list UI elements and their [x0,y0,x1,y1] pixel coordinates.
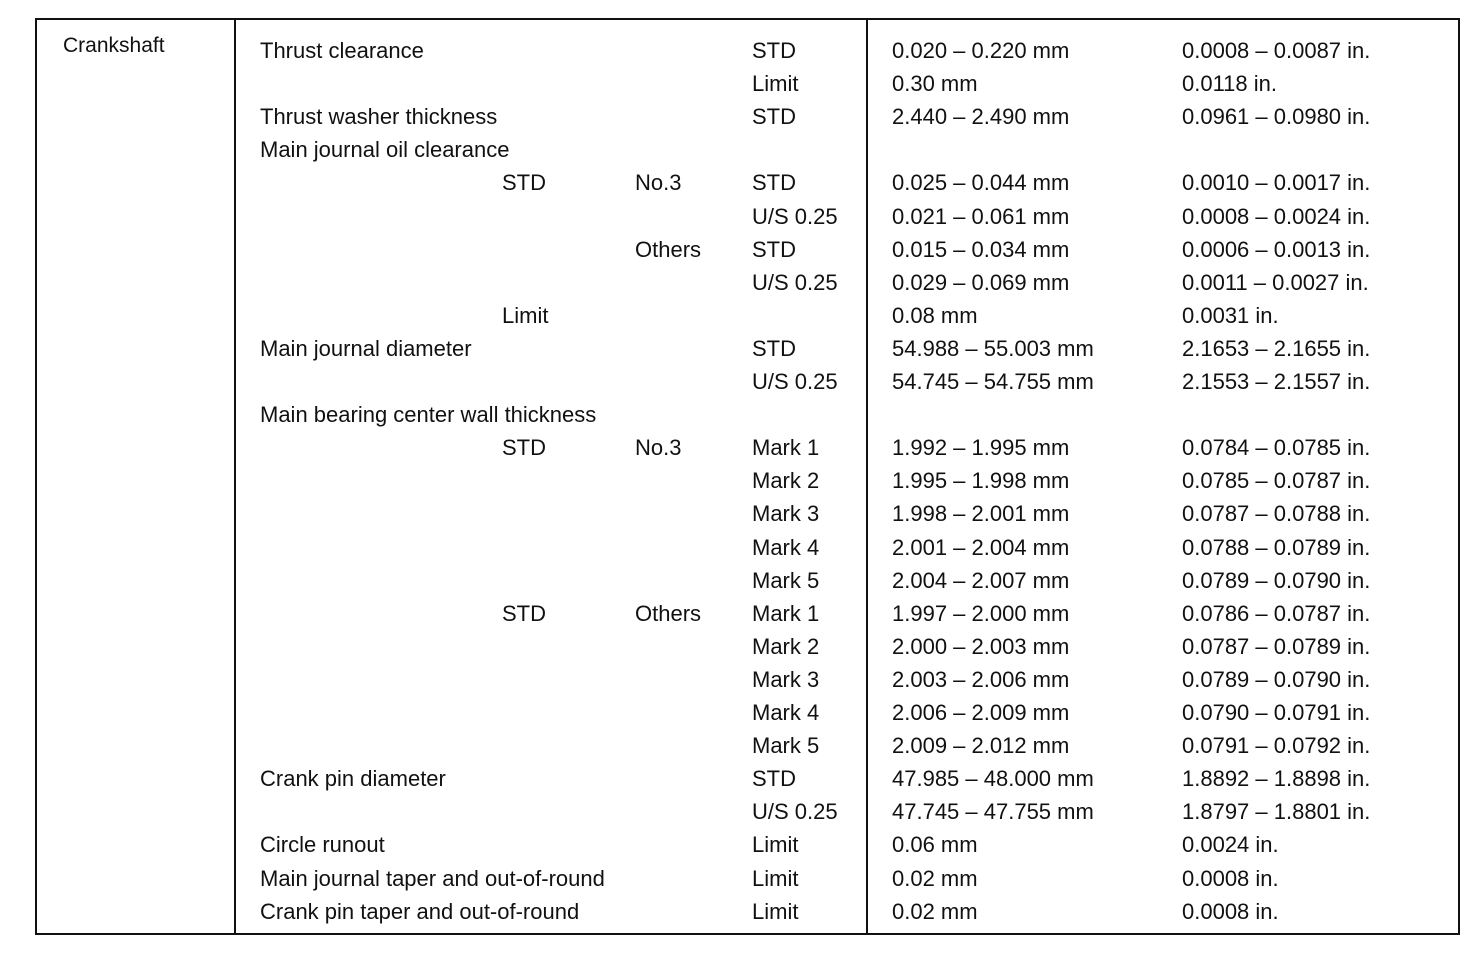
spec-value-inch: 0.0789 – 0.0790 in. [1182,567,1371,593]
spec-value-mm: 2.003 – 2.006 mm [892,666,1070,692]
spec-item-label: Thrust washer thickness [260,104,498,130]
spec-condition: Mark 1 [752,600,820,626]
spec-condition: Mark 3 [752,666,820,692]
spec-journal-position: Others [635,236,702,262]
spec-value-mm: 1.995 – 1.998 mm [892,468,1070,494]
table-row [37,133,1458,166]
spec-condition: STD [752,104,796,130]
spec-value-mm: 0.06 mm [892,832,978,858]
table-row [37,200,1458,233]
table-row [37,729,1458,762]
table-row [37,299,1458,332]
spec-sub-condition: STD [502,170,546,196]
spec-value-inch: 0.0788 – 0.0789 in. [1182,534,1371,560]
table-row [37,497,1458,530]
table-row [37,630,1458,663]
table-row [37,431,1458,464]
table-row [37,464,1458,497]
spec-condition: Limit [752,71,799,97]
spec-condition: Limit [752,865,799,891]
spec-condition: U/S 0.25 [752,203,838,229]
table-row [37,663,1458,696]
spec-value-inch: 0.0031 in. [1182,302,1279,328]
spec-item-label: Crank pin diameter [260,766,446,792]
spec-value-inch: 0.0118 in. [1182,71,1278,97]
spec-value-inch: 0.0787 – 0.0789 in. [1182,633,1371,659]
table-row [37,862,1458,895]
spec-value-mm: 0.021 – 0.061 mm [892,203,1070,229]
spec-value-inch: 1.8797 – 1.8801 in. [1182,799,1371,825]
spec-value-inch: 0.0786 – 0.0787 in. [1182,600,1371,626]
spec-value-inch: 0.0784 – 0.0785 in. [1182,435,1371,461]
spec-condition: U/S 0.25 [752,799,838,825]
spec-value-inch: 0.0961 – 0.0980 in. [1182,104,1371,130]
spec-value-mm: 0.08 mm [892,302,978,328]
spec-value-inch: 0.0008 – 0.0087 in. [1182,38,1371,63]
spec-value-mm: 0.029 – 0.069 mm [892,269,1070,295]
spec-condition: Mark 2 [752,633,820,659]
spec-value-mm: 0.025 – 0.044 mm [892,170,1070,196]
spec-journal-position: Others [635,600,702,626]
table-row [37,166,1458,199]
spec-item-label: Circle runout [260,832,385,858]
spec-value-inch: 0.0011 – 0.0027 in. [1182,269,1369,295]
spec-value-inch: 0.0010 – 0.0017 in. [1182,170,1371,196]
spec-sub-condition: Limit [502,302,549,328]
spec-value-mm: 54.745 – 54.755 mm [892,369,1094,394]
spec-condition: Limit [752,898,799,924]
spec-condition: Mark 4 [752,534,820,560]
spec-item-label: Thrust clearance [260,38,424,63]
spec-condition: Limit [752,832,799,858]
table-row [37,233,1458,266]
table-row [37,696,1458,729]
table-row [37,597,1458,630]
spec-condition: Mark 4 [752,700,820,725]
spec-value-mm: 0.015 – 0.034 mm [892,236,1070,262]
table-row [37,332,1458,365]
spec-value-mm: 47.745 – 47.755 mm [892,799,1094,825]
spec-item-label: Main journal oil clearance [260,137,510,163]
table-row [37,398,1458,431]
spec-value-inch: 0.0791 – 0.0792 in. [1182,733,1371,759]
spec-condition: STD [752,170,796,196]
spec-value-inch: 0.0789 – 0.0790 in. [1182,666,1371,692]
table-row [37,795,1458,828]
spec-value-inch: 0.0008 – 0.0024 in. [1182,203,1371,229]
spec-value-inch: 0.0787 – 0.0788 in. [1182,501,1371,527]
spec-condition: Mark 2 [752,468,820,494]
component-label: Crankshaft [63,34,165,57]
spec-value-mm: 1.998 – 2.001 mm [892,501,1070,527]
spec-value-mm: 0.02 mm [892,865,978,891]
table-row [37,266,1458,299]
spec-value-mm: 47.985 – 48.000 mm [892,766,1094,792]
spec-value-inch: 0.0006 – 0.0013 in. [1182,236,1371,262]
spec-value-mm: 2.009 – 2.012 mm [892,733,1070,759]
spec-value-inch: 1.8892 – 1.8898 in. [1182,766,1371,792]
spec-value-mm: 2.000 – 2.003 mm [892,633,1070,659]
spec-condition: Mark 3 [752,501,820,527]
spec-value-mm: 2.004 – 2.007 mm [892,567,1070,593]
spec-condition: Mark 5 [752,567,820,593]
spec-value-mm: 2.001 – 2.004 mm [892,534,1070,560]
spec-item-label: Main journal taper and out-of-round [260,865,605,891]
spec-value-mm: 1.992 – 1.995 mm [892,435,1070,461]
spec-condition: U/S 0.25 [752,269,838,295]
table-row [37,365,1458,398]
spec-sub-condition: STD [502,600,546,626]
spec-value-mm: 0.02 mm [892,898,978,924]
spec-value-inch: 0.0008 in. [1182,898,1279,924]
spec-item-label: Main journal diameter [260,335,472,361]
spec-condition: STD [752,236,796,262]
table-row [37,531,1458,564]
table-row [37,828,1458,861]
spec-condition: STD [752,766,796,792]
spec-value-mm: 2.006 – 2.009 mm [892,700,1070,725]
spec-value-inch: 0.0785 – 0.0787 in. [1182,468,1371,494]
table-row [37,34,1458,67]
spec-value-mm: 0.30 mm [892,71,978,97]
spec-journal-position: No.3 [635,170,682,196]
spec-value-mm: 54.988 – 55.003 mm [892,335,1094,361]
spec-journal-position: No.3 [635,435,682,461]
table-row [37,100,1458,133]
spec-condition: Mark 5 [752,733,820,759]
table-row [37,67,1458,100]
spec-value-mm: 1.997 – 2.000 mm [892,600,1070,626]
spec-item-label: Main bearing center wall thickness [260,402,597,428]
spec-value-mm: 2.440 – 2.490 mm [892,104,1070,130]
spec-condition: STD [752,335,796,361]
spec-value-mm: 0.020 – 0.220 mm [892,38,1070,63]
spec-value-inch: 2.1553 – 2.1557 in. [1182,369,1371,394]
spec-value-inch: 0.0008 in. [1182,865,1279,891]
spec-condition: STD [752,38,796,63]
table-row [37,762,1458,795]
spec-condition: U/S 0.25 [752,369,838,394]
spec-value-inch: 0.0790 – 0.0791 in. [1182,700,1371,725]
spec-sub-condition: STD [502,435,546,461]
spec-item-label: Crank pin taper and out-of-round [260,898,580,924]
spec-condition: Mark 1 [752,435,820,461]
spec-table [35,18,1460,935]
table-row [37,564,1458,597]
table-row [37,895,1458,928]
spec-value-inch: 0.0024 in. [1182,832,1279,858]
spec-value-inch: 2.1653 – 2.1655 in. [1182,335,1371,361]
